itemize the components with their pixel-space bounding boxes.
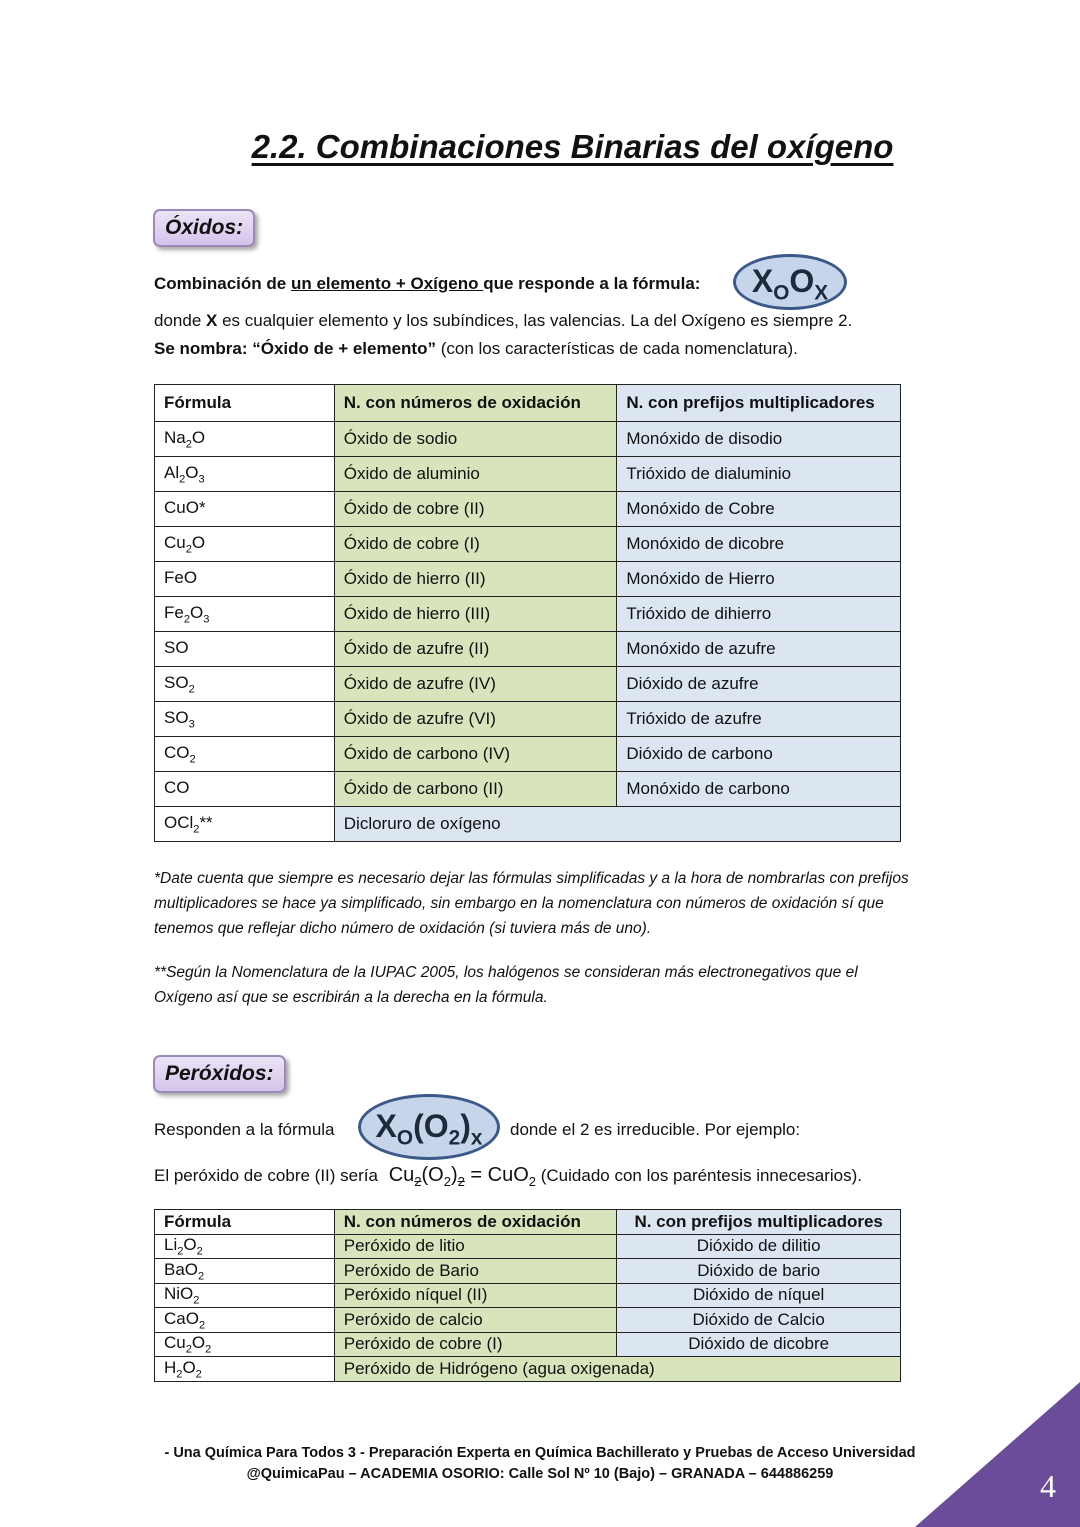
- line2-c: es cualquier elemento y los subíndices, las valencias. La del Oxígeno es siempre 2.: [217, 311, 853, 330]
- oxidation-name: Óxido de azufre (VI): [334, 702, 617, 737]
- formula-part: Al: [164, 462, 180, 482]
- oxidation-name: Óxido de hierro (III): [334, 597, 617, 632]
- prefix-name: Dióxido de carbono: [617, 737, 901, 772]
- table-row: [155, 1308, 901, 1333]
- formula-part: OCl: [164, 812, 194, 832]
- oxidos-heading: Óxidos:: [153, 209, 255, 247]
- prefix-name: Dióxido de níquel: [617, 1283, 901, 1308]
- formula-sub: 2: [205, 1343, 212, 1356]
- formula-part: CaO: [164, 1308, 199, 1328]
- prefix-name: Trióxido de dialuminio: [617, 457, 901, 492]
- table-row: [155, 667, 901, 702]
- oxidos-line2: [154, 311, 852, 331]
- note-2: **Según la Nomenclatura de la IUPAC 2005, los halógenos se consideran más electronegativos que el Oxígeno así que se escribirán a la derecha en la fórmula.: [154, 964, 858, 1006]
- formula-cell: [155, 1283, 335, 1308]
- table-header: N. con números de oxidación: [334, 385, 617, 422]
- table-row: [155, 1259, 901, 1284]
- formula-sub: 2: [185, 543, 192, 556]
- example-a: El peróxido de cobre (II) sería: [154, 1166, 378, 1185]
- formula-cell: [155, 772, 335, 807]
- oxidation-name: Óxido de cobre (I): [334, 527, 617, 562]
- formula-cell: [155, 527, 335, 562]
- oxidation-name: Óxido de carbono (II): [334, 772, 617, 807]
- footer-line2: @QuimicaPau – ACADEMIA OSORIO: Calle Sol Nº 10 (Bajo) – GRANADA – 644886259: [246, 1466, 834, 1482]
- table-row: [155, 702, 901, 737]
- line2-a: donde: [154, 311, 206, 330]
- formula-sub-x: X: [814, 281, 829, 305]
- formula-sub: 2: [195, 1367, 202, 1380]
- ex-eq-sub: 2: [528, 1174, 537, 1189]
- oxidation-name: Peróxido de cobre (I): [334, 1332, 617, 1357]
- oxide-formula-oval: [733, 254, 847, 310]
- formula-sub: 2: [188, 683, 195, 696]
- table-row: [155, 1283, 901, 1308]
- pformula-close: ): [460, 1108, 471, 1144]
- table-header: Fórmula: [155, 385, 335, 422]
- ex-o-sub: 2: [443, 1174, 451, 1189]
- intro-bold: Combinación de: [154, 274, 291, 293]
- peroxide-formula-oval: [358, 1094, 500, 1160]
- table-row: [155, 597, 901, 632]
- formula-part: CO: [164, 742, 190, 762]
- formula-cell: [155, 1332, 335, 1357]
- formula-cell: [155, 632, 335, 667]
- oxidos-intro: [154, 274, 700, 294]
- table-header-row: [155, 1210, 901, 1235]
- formula-cell: [155, 422, 335, 457]
- formula-part: O: [191, 1333, 206, 1353]
- oxidation-name: Óxido de cobre (II): [334, 492, 617, 527]
- prefix-name: Monóxido de Cobre: [617, 492, 901, 527]
- peroxidos-table: [154, 1209, 901, 1382]
- pformula-x: X: [375, 1108, 397, 1144]
- pformula-sub-o: O: [396, 1126, 414, 1150]
- ex-close-sub: 2: [457, 1174, 465, 1189]
- line3-rest: (con los características de cada nomenclatura).: [435, 339, 798, 358]
- formula-cell: [155, 1308, 335, 1333]
- oxidation-name: Peróxido de Bario: [334, 1259, 617, 1284]
- formula-part: O: [190, 602, 204, 622]
- formula-sub: 2: [185, 1343, 192, 1356]
- formula-sub-o: O: [773, 281, 790, 305]
- prefix-name: Dióxido de dilitio: [617, 1234, 901, 1259]
- formula-cell: [155, 562, 335, 597]
- peroxidos-example: [154, 1164, 862, 1189]
- peroxidos-intro: Responden a la fórmula: [154, 1120, 335, 1139]
- formula-cell: [155, 1234, 335, 1259]
- formula-x: X: [751, 263, 774, 299]
- table-header: N. con prefijos multiplicadores: [617, 1210, 901, 1235]
- oxidation-name: Óxido de azufre (II): [334, 632, 617, 667]
- formula-cell: [155, 737, 335, 772]
- table-row: [155, 1234, 901, 1259]
- formula-part: **: [199, 812, 213, 832]
- formula-cell: [155, 597, 335, 632]
- table-row: [155, 737, 901, 772]
- formula-part: Fe: [164, 602, 184, 622]
- formula-part: BaO: [164, 1259, 199, 1279]
- formula-sub: 2: [183, 613, 190, 626]
- note-1: *Date cuenta que siempre es necesario dejar las fórmulas simplificadas y a la hora de nombrarlas con prefijos multiplicadores se hace ya simplificado, sin embargo en la nomenclatura con números de oxidación sí que tenemos que reflejar dicho número de oxidación (si tuviera más de uno).: [154, 870, 909, 937]
- oxidation-name: Óxido de hierro (II): [334, 562, 617, 597]
- ex-close: ): [450, 1164, 458, 1186]
- formula-sub: 2: [179, 473, 186, 486]
- pformula-sub-2: 2: [448, 1126, 461, 1150]
- table-row-last: [155, 807, 901, 842]
- formula-cell: [155, 1259, 335, 1284]
- table-row: [155, 1332, 901, 1357]
- formula-part: FeO: [164, 567, 198, 587]
- formula-cell: [155, 702, 335, 737]
- formula-part: Cu: [164, 532, 186, 552]
- oxidation-name: Peróxido de calcio: [334, 1308, 617, 1333]
- prefix-name: Monóxido de disodio: [617, 422, 901, 457]
- example-end: (Cuidado con los paréntesis innecesarios).: [536, 1166, 863, 1185]
- formula-part: O: [191, 532, 206, 552]
- table-row: [155, 772, 901, 807]
- oxidation-name: Óxido de aluminio: [334, 457, 617, 492]
- peroxidos-heading: Peróxidos:: [153, 1055, 286, 1093]
- oxidation-name: Peróxido de litio: [334, 1234, 617, 1259]
- oxidation-name: Óxido de sodio: [334, 422, 617, 457]
- prefix-name: Monóxido de azufre: [617, 632, 901, 667]
- pformula-sub-x: x: [470, 1126, 483, 1150]
- prefix-name: Dióxido de bario: [617, 1259, 901, 1284]
- formula-part: O: [191, 427, 206, 447]
- formula-sub: 2: [198, 1318, 206, 1331]
- oxidation-name: Óxido de azufre (IV): [334, 667, 617, 702]
- table-row: [155, 457, 901, 492]
- ex-cu: Cu: [388, 1164, 415, 1186]
- prefix-name: Dióxido de Calcio: [617, 1308, 901, 1333]
- table-row: [155, 562, 901, 597]
- prefix-name: Monóxido de carbono: [617, 772, 901, 807]
- table-header: N. con prefijos multiplicadores: [617, 385, 901, 422]
- formula-part: SO: [164, 707, 189, 727]
- formula-sub: 2: [193, 1294, 200, 1307]
- formula-part: CuO*: [164, 497, 206, 517]
- table-header: Fórmula: [155, 1210, 335, 1235]
- formula-sub: 3: [198, 473, 205, 486]
- peroxidos-intro-end: donde el 2 es irreducible. Por ejemplo:: [510, 1120, 801, 1139]
- prefix-name: Monóxido de dicobre: [617, 527, 901, 562]
- merged-name: Dicloruro de oxígeno: [334, 807, 900, 842]
- formula-cell: [155, 492, 335, 527]
- merged-name: Peróxido de Hidrógeno (agua oxigenada): [334, 1357, 900, 1382]
- formula-part: CO: [164, 777, 190, 797]
- line2-b: X: [206, 311, 218, 330]
- formula-part: Li: [164, 1235, 178, 1255]
- page-number: 4: [1040, 1468, 1056, 1504]
- table-row-last: [155, 1357, 901, 1382]
- formula-sub: 2: [185, 438, 192, 451]
- prefix-name: Monóxido de Hierro: [617, 562, 901, 597]
- formula-part: O: [182, 1357, 196, 1377]
- formula-sub: 2: [177, 1245, 184, 1258]
- formula-sub: 3: [203, 613, 210, 626]
- intro-end: que responde a la fórmula:: [483, 274, 701, 293]
- formula-cell: [155, 1357, 335, 1382]
- table-header-row: [155, 385, 901, 422]
- intro-underline: un elemento + Oxígeno: [290, 274, 484, 293]
- formula-sub: 2: [176, 1367, 183, 1380]
- oxidos-line3: [154, 339, 798, 359]
- formula-cell: [155, 457, 335, 492]
- example-formula: [388, 1164, 537, 1189]
- ex-eq: = CuO: [464, 1164, 529, 1186]
- formula-cell: [155, 807, 335, 842]
- formula-part: H: [164, 1357, 177, 1377]
- prefix-name: Dióxido de dicobre: [617, 1332, 901, 1357]
- formula-part: Na: [164, 427, 186, 447]
- prefix-name: Trióxido de azufre: [617, 702, 901, 737]
- formula-sub: 2: [193, 823, 200, 836]
- table-row: [155, 492, 901, 527]
- line3-bold: Se nombra: “Óxido de + elemento”: [154, 339, 436, 358]
- formula-sub: 2: [196, 1245, 203, 1258]
- oxidos-table: [154, 384, 901, 842]
- formula-part: SO: [164, 672, 189, 692]
- formula-sub: 2: [189, 753, 196, 766]
- formula-sub: 2: [198, 1269, 205, 1282]
- table-row: [155, 632, 901, 667]
- formula-part: O: [185, 462, 199, 482]
- formula-cell: [155, 667, 335, 702]
- footer-line1: - Una Química Para Todos 3 - Preparación Experta en Química Bachillerato y Pruebas de Acceso Universidad: [164, 1445, 916, 1461]
- formula-part: SO: [164, 637, 189, 657]
- prefix-name: Trióxido de dihierro: [617, 597, 901, 632]
- prefix-name: Dióxido de azufre: [617, 667, 901, 702]
- formula-part: Cu: [164, 1333, 186, 1353]
- formula-part: NiO: [164, 1284, 194, 1304]
- corner-decoration: [915, 1382, 1080, 1527]
- formula-o: O: [789, 263, 815, 299]
- formula-part: O: [183, 1235, 197, 1255]
- oxidation-name: Óxido de carbono (IV): [334, 737, 617, 772]
- table-row: [155, 422, 901, 457]
- table-row: [155, 527, 901, 562]
- page-title: 2.2. Combinaciones Binarias del oxígeno: [251, 128, 894, 165]
- table-header: N. con números de oxidación: [334, 1210, 617, 1235]
- ex-cu-sub: 2: [414, 1174, 422, 1189]
- formula-sub: 3: [188, 718, 195, 731]
- oxidation-name: Peróxido níquel (II): [334, 1283, 617, 1308]
- pformula-o2: (O: [413, 1108, 449, 1144]
- ex-o: (O: [421, 1164, 444, 1186]
